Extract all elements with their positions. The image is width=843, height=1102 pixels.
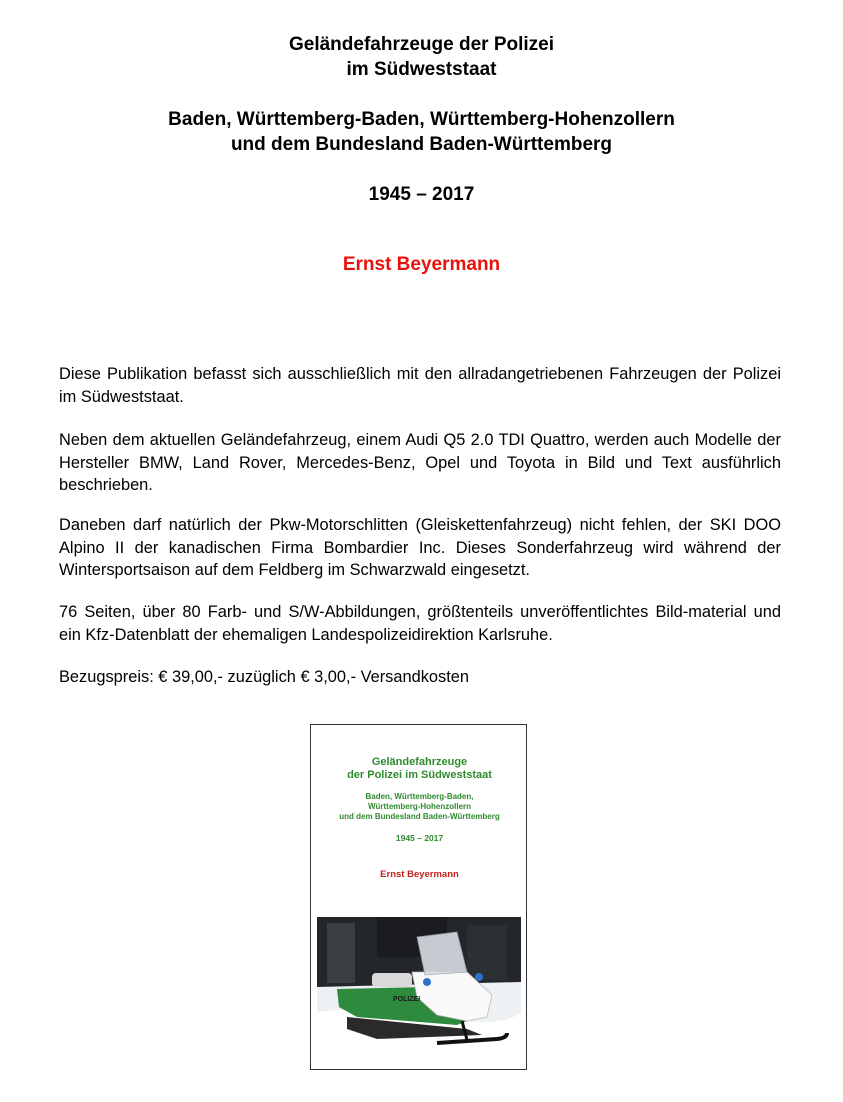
cover-sub-line3: und dem Bundesland Baden-Württemberg — [339, 812, 500, 821]
paragraph-intro: Diese Publikation befasst sich ausschließlich mit den allradangetriebenen Fahrzeugen der Polizei im Südweststaat. — [59, 365, 781, 406]
page-title-line1: Geländefahrzeuge der Polizei — [288, 34, 555, 55]
paragraph-price: Bezugspreis: € 39,00,- zuzüglich € 3,00,- Versandkosten — [59, 668, 470, 686]
book-cover — [310, 724, 527, 1070]
cover-sub-line2: Württemberg-Hohenzollern — [367, 802, 472, 811]
paragraph-snowmobile: Daneben darf natürlich der Pkw-Motorschlitten (Gleiskettenfahrzeug) nicht fehlen, der SKI DOO Alpino II der kanadischen Firma Bombardier Inc. Dieses Sonderfahrzeug wird während der Wintersportsaison auf dem Feldberg im Schwarzwald eingesetzt. — [59, 516, 781, 579]
paragraph-details: 76 Seiten, über 80 Farb- und S/W-Abbildungen, größtenteils unveröffentlichtes Bild-material und ein Kfz-Datenblatt der ehemaligen Landespolizeidirektion Karlsruhe. — [59, 603, 781, 644]
polizei-label: POLIZEI — [393, 996, 421, 1003]
page-title-line2: im Südweststaat — [346, 59, 497, 80]
page-subtitle-line1: Baden, Württemberg-Baden, Württemberg-Hohenzollern — [168, 109, 675, 130]
paragraph-models: Neben dem aktuellen Geländefahrzeug, einem Audi Q5 2.0 TDI Quattro, werden auch Modelle der Hersteller BMW, Land Rover, Mercedes-Benz, Opel und Toyota in Bild und Text ausführlich beschrieben. — [59, 431, 781, 494]
page-subtitle-line2: und dem Bundesland Baden-Württemberg — [230, 134, 613, 155]
cover-title-line1: Geländefahrzeuge — [371, 756, 468, 768]
cover-title-line2: der Polizei im Südweststaat — [347, 769, 492, 781]
cover-author: Ernst Beyermann — [380, 869, 459, 880]
page-years: 1945 – 2017 — [368, 184, 475, 205]
page-author: Ernst Beyermann — [342, 254, 501, 275]
cover-years: 1945 – 2017 — [395, 833, 444, 843]
cover-sub-line1: Baden, Württemberg-Baden, — [365, 792, 474, 801]
snowmobile-photo — [317, 917, 521, 1065]
